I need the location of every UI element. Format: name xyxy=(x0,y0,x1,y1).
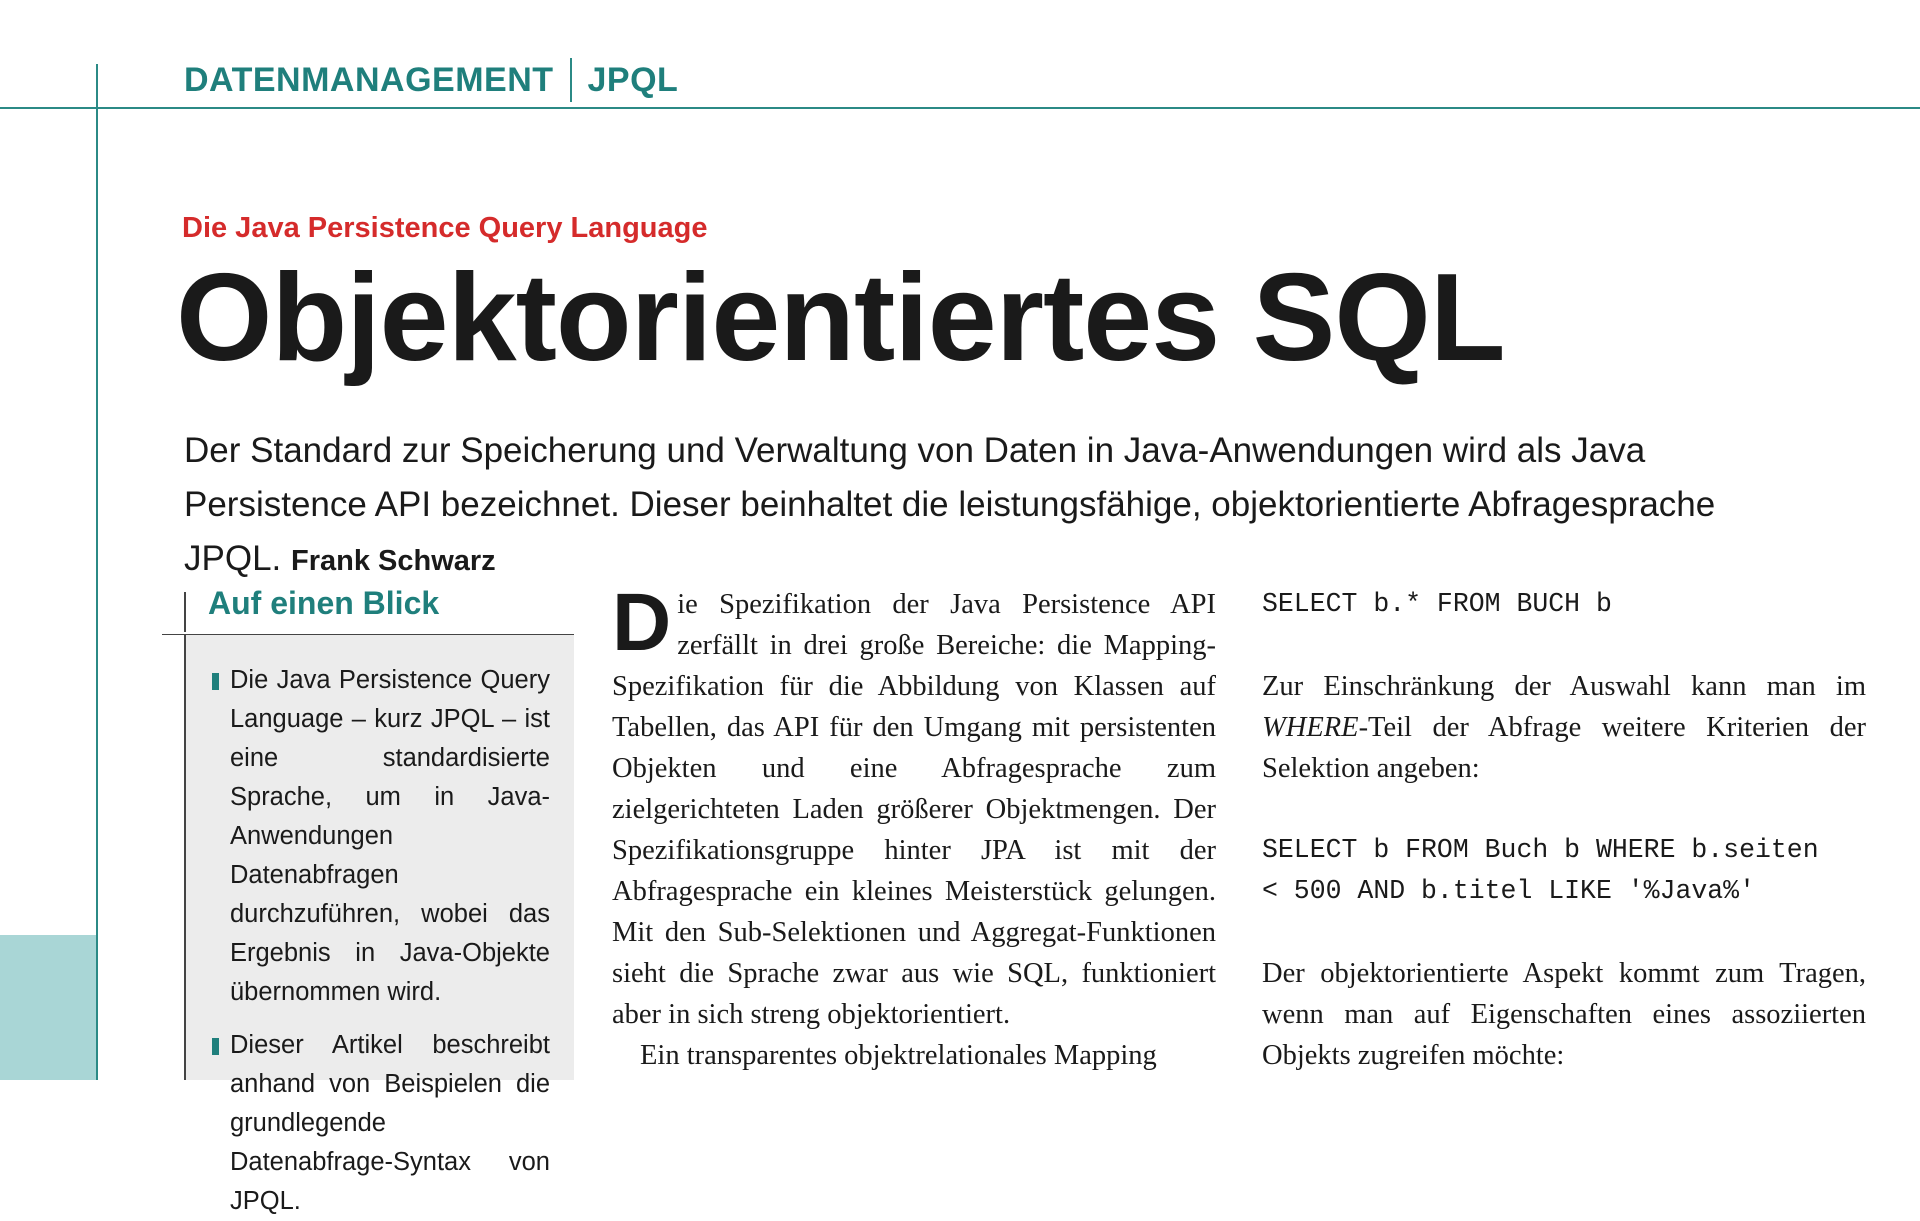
summary-box xyxy=(184,635,574,1215)
article-lead xyxy=(184,424,1804,588)
header-separator xyxy=(570,58,572,102)
sidebar-title: Auf einen Blick xyxy=(208,585,440,621)
body-paragraph xyxy=(612,577,1216,1035)
code-line: < 500 AND b.titel LIKE '%Java%' xyxy=(1262,876,1755,906)
body-paragraph: Ein transparentes objektrelationales Mapping xyxy=(640,1040,1157,1071)
body-paragraph xyxy=(1262,666,1866,789)
body-column-right xyxy=(1262,584,1866,1076)
author-name: Frank Schwarz xyxy=(291,545,496,577)
lead-text: Der Standard zur Speicherung und Verwaltung von Daten in Java-Anwendungen wird als Java Persistence API bezeichnet. Dieser beinhaltet die leistungsfähige, objektorientierte Abfragesprache JPQL. xyxy=(184,431,1716,578)
drop-cap: D xyxy=(612,577,672,668)
paragraph-text: Zur Einschränkung der Auswahl kann man im xyxy=(1262,671,1866,702)
header-rule xyxy=(0,107,1920,109)
code-snippet: SELECT b.* FROM BUCH b xyxy=(1262,589,1612,619)
summary-item: Dieser Artikel beschreibt anhand von Beispielen die grundlegende Datenabfrage-Syntax von JPQL. xyxy=(212,1026,550,1221)
spacer xyxy=(1262,912,1866,953)
spacer xyxy=(1262,625,1866,666)
article-title: Objektorientiertes SQL xyxy=(176,249,1505,387)
summary-item: Die Java Persistence Query Language – kurz JPQL – ist eine standardisierte Sprache, um in Java-Anwendungen Datenabfragen durchzuführen, wobei das Ergebnis in Java-Objekte übernommen wird. xyxy=(212,661,550,1012)
topic-label: JPQL xyxy=(587,60,679,99)
section-label: DATENMANAGEMENT xyxy=(184,60,554,99)
paragraph-text: -Teil der Abfrage weitere Kriterien der Selektion angeben: xyxy=(1262,712,1866,784)
body-paragraph: Der objektorientierte Aspekt kommt zum Tragen, wenn man auf Eigenschaften eines assoziierten Objekts zugreifen möchte: xyxy=(1262,958,1866,1071)
box-title-rule xyxy=(184,592,186,632)
keyword-emphasis: WHERE xyxy=(1262,712,1359,743)
margin-rule xyxy=(96,64,98,1080)
spacer xyxy=(1262,789,1866,830)
section-header xyxy=(184,58,678,102)
code-line: SELECT b FROM Buch b WHERE b.seiten xyxy=(1262,835,1819,865)
article-kicker: Die Java Persistence Query Language xyxy=(182,212,708,244)
body-column-middle xyxy=(612,577,1216,1076)
margin-color-block xyxy=(0,935,96,1080)
summary-list xyxy=(186,635,574,1221)
paragraph-text: ie Spezifikation der Java Persistence API zerfällt in drei große Bereiche: die Mapping-Spezifikation für die Abbildung von Klassen auf Tabellen, das API für den Umgang mit persistenten Objekten und eine Abfragesprache zum zielgerichteten Laden größerer Objektmengen. Der Spezifikationsgruppe hinter JPA ist mit der Abfragesprache ein kleines Meisterstück gelungen. Mit den Sub-Selektionen und Aggregat-Funktionen sieht die Sprache zwar aus wie SQL, funktioniert aber in sich streng objektorientiert. xyxy=(612,589,1216,1030)
